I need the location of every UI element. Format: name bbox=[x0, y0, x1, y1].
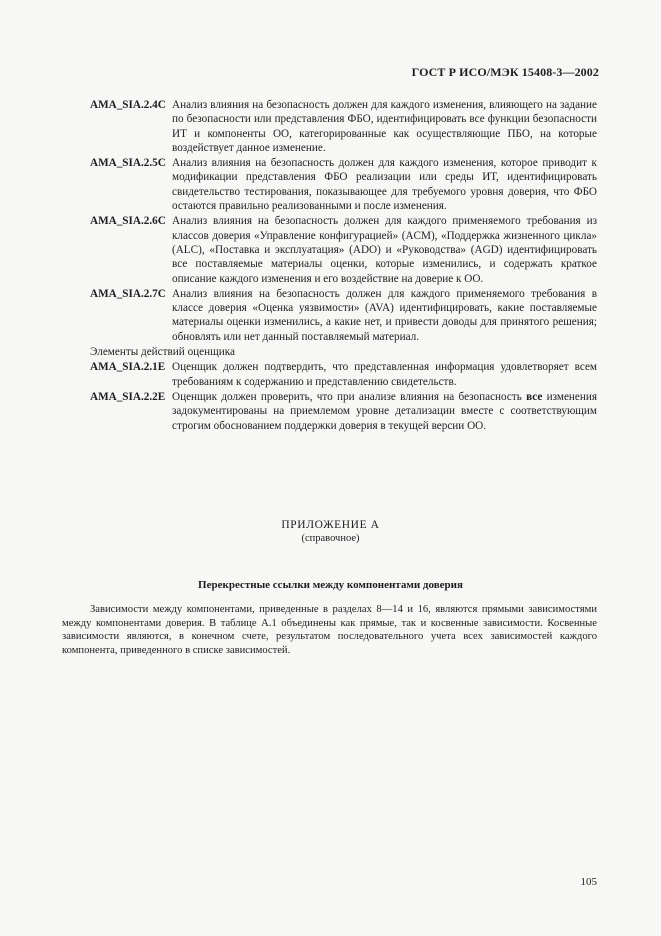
requirement-text-part: Оценщик должен проверить, что при анализе влияния на безопасность bbox=[172, 390, 527, 403]
requirement-item bbox=[90, 214, 597, 285]
requirement-id: AMA_SIA.2.5C bbox=[90, 157, 166, 170]
document-header: ГОСТ Р ИСО/МЭК 15408-3—2002 bbox=[411, 65, 599, 79]
appendix-heading: Перекрестные ссылки между компонентами доверия bbox=[198, 579, 463, 591]
requirement-id: AMA_SIA.2.1E bbox=[90, 361, 166, 374]
requirement-text: Анализ влияния на безопасность должен для каждого применяемого требования в классе доверия «Оценка уязвимости» (AVA) идентифицировать, какие поставляемые материалы оценки изменились, а какие нет, и привести доводы для принятого решения; обновлять или нет данный поставляемый материал. bbox=[172, 287, 597, 343]
requirement-text: Анализ влияния на безопасность должен для каждого изменения, влияющего на задание по безопасности или представления ФБО, идентифицировать все функции безопасности ИТ и компоненты ОО, категорированные как осуществляющие ПБО, на которые воздействует данное изменение. bbox=[172, 99, 597, 154]
requirement-item bbox=[90, 360, 597, 389]
requirement-text: Анализ влияния на безопасность должен для каждого применяемого требования из классов доверия «Управление конфигурацией» (ACM), «Поддержка жизненного цикла» (ALC), «Поставка и эксплуатация» (ADO) и «Руководства» (AGD) идентифицировать все поставляемые материалы оценки, которые изменились, и содержать краткое описание каждого изменения и его воздействие на доверие к ОО. bbox=[172, 215, 597, 285]
requirement-id: AMA_SIA.2.7C bbox=[90, 287, 166, 300]
requirement-id: AMA_SIA.2.2E bbox=[90, 390, 166, 403]
requirements-block bbox=[90, 98, 597, 434]
page-number: 105 bbox=[580, 876, 597, 888]
requirement-item bbox=[90, 287, 597, 344]
appendix-subtitle: (справочное) bbox=[301, 533, 360, 544]
requirement-text-part: изменения задокументированы на приемлемом уровне детализации вместе с соответствующим строгим обоснованием поддержки доверия в текущей версии ОО. bbox=[172, 390, 597, 432]
requirement-item bbox=[90, 390, 597, 433]
requirement-item bbox=[90, 98, 597, 155]
requirement-id: AMA_SIA.2.4C bbox=[90, 99, 166, 111]
appendix-title: ПРИЛОЖЕНИЕ А bbox=[281, 519, 380, 531]
requirement-id: AMA_SIA.2.6C bbox=[90, 215, 166, 228]
appendix-header bbox=[0, 518, 661, 545]
requirement-text: Оценщик должен подтвердить, что представленная информация удовлетворяет всем требованиям к содержанию и представлению свидетельств. bbox=[172, 361, 597, 388]
requirement-text-emphasis: все bbox=[526, 390, 543, 403]
appendix-paragraph: Зависимости между компонентами, приведенные в разделах 8—14 и 16, являются прямыми зависимостями между компонентами доверия. В таблице А.1 объединены как прямые, так и косвенные зависимости. Косвенные зависимости являются, в конечном счете, результатом последовательного учета всех зависимостей каждого компонента, приведенного в списке зависимостей. bbox=[62, 604, 597, 656]
requirement-text: Анализ влияния на безопасность должен для каждого изменения, которое приводит к модификации представления ФБО реализации или среды ИТ, идентифицировать свидетельство тестирования, показывающее для требуемого уровня доверия, что ФБО остаются правильно реализованными и после изменения. bbox=[172, 157, 597, 213]
requirement-item bbox=[90, 156, 597, 213]
evaluator-section-label: Элементы действий оценщика bbox=[90, 346, 235, 359]
requirement-text bbox=[172, 390, 597, 433]
